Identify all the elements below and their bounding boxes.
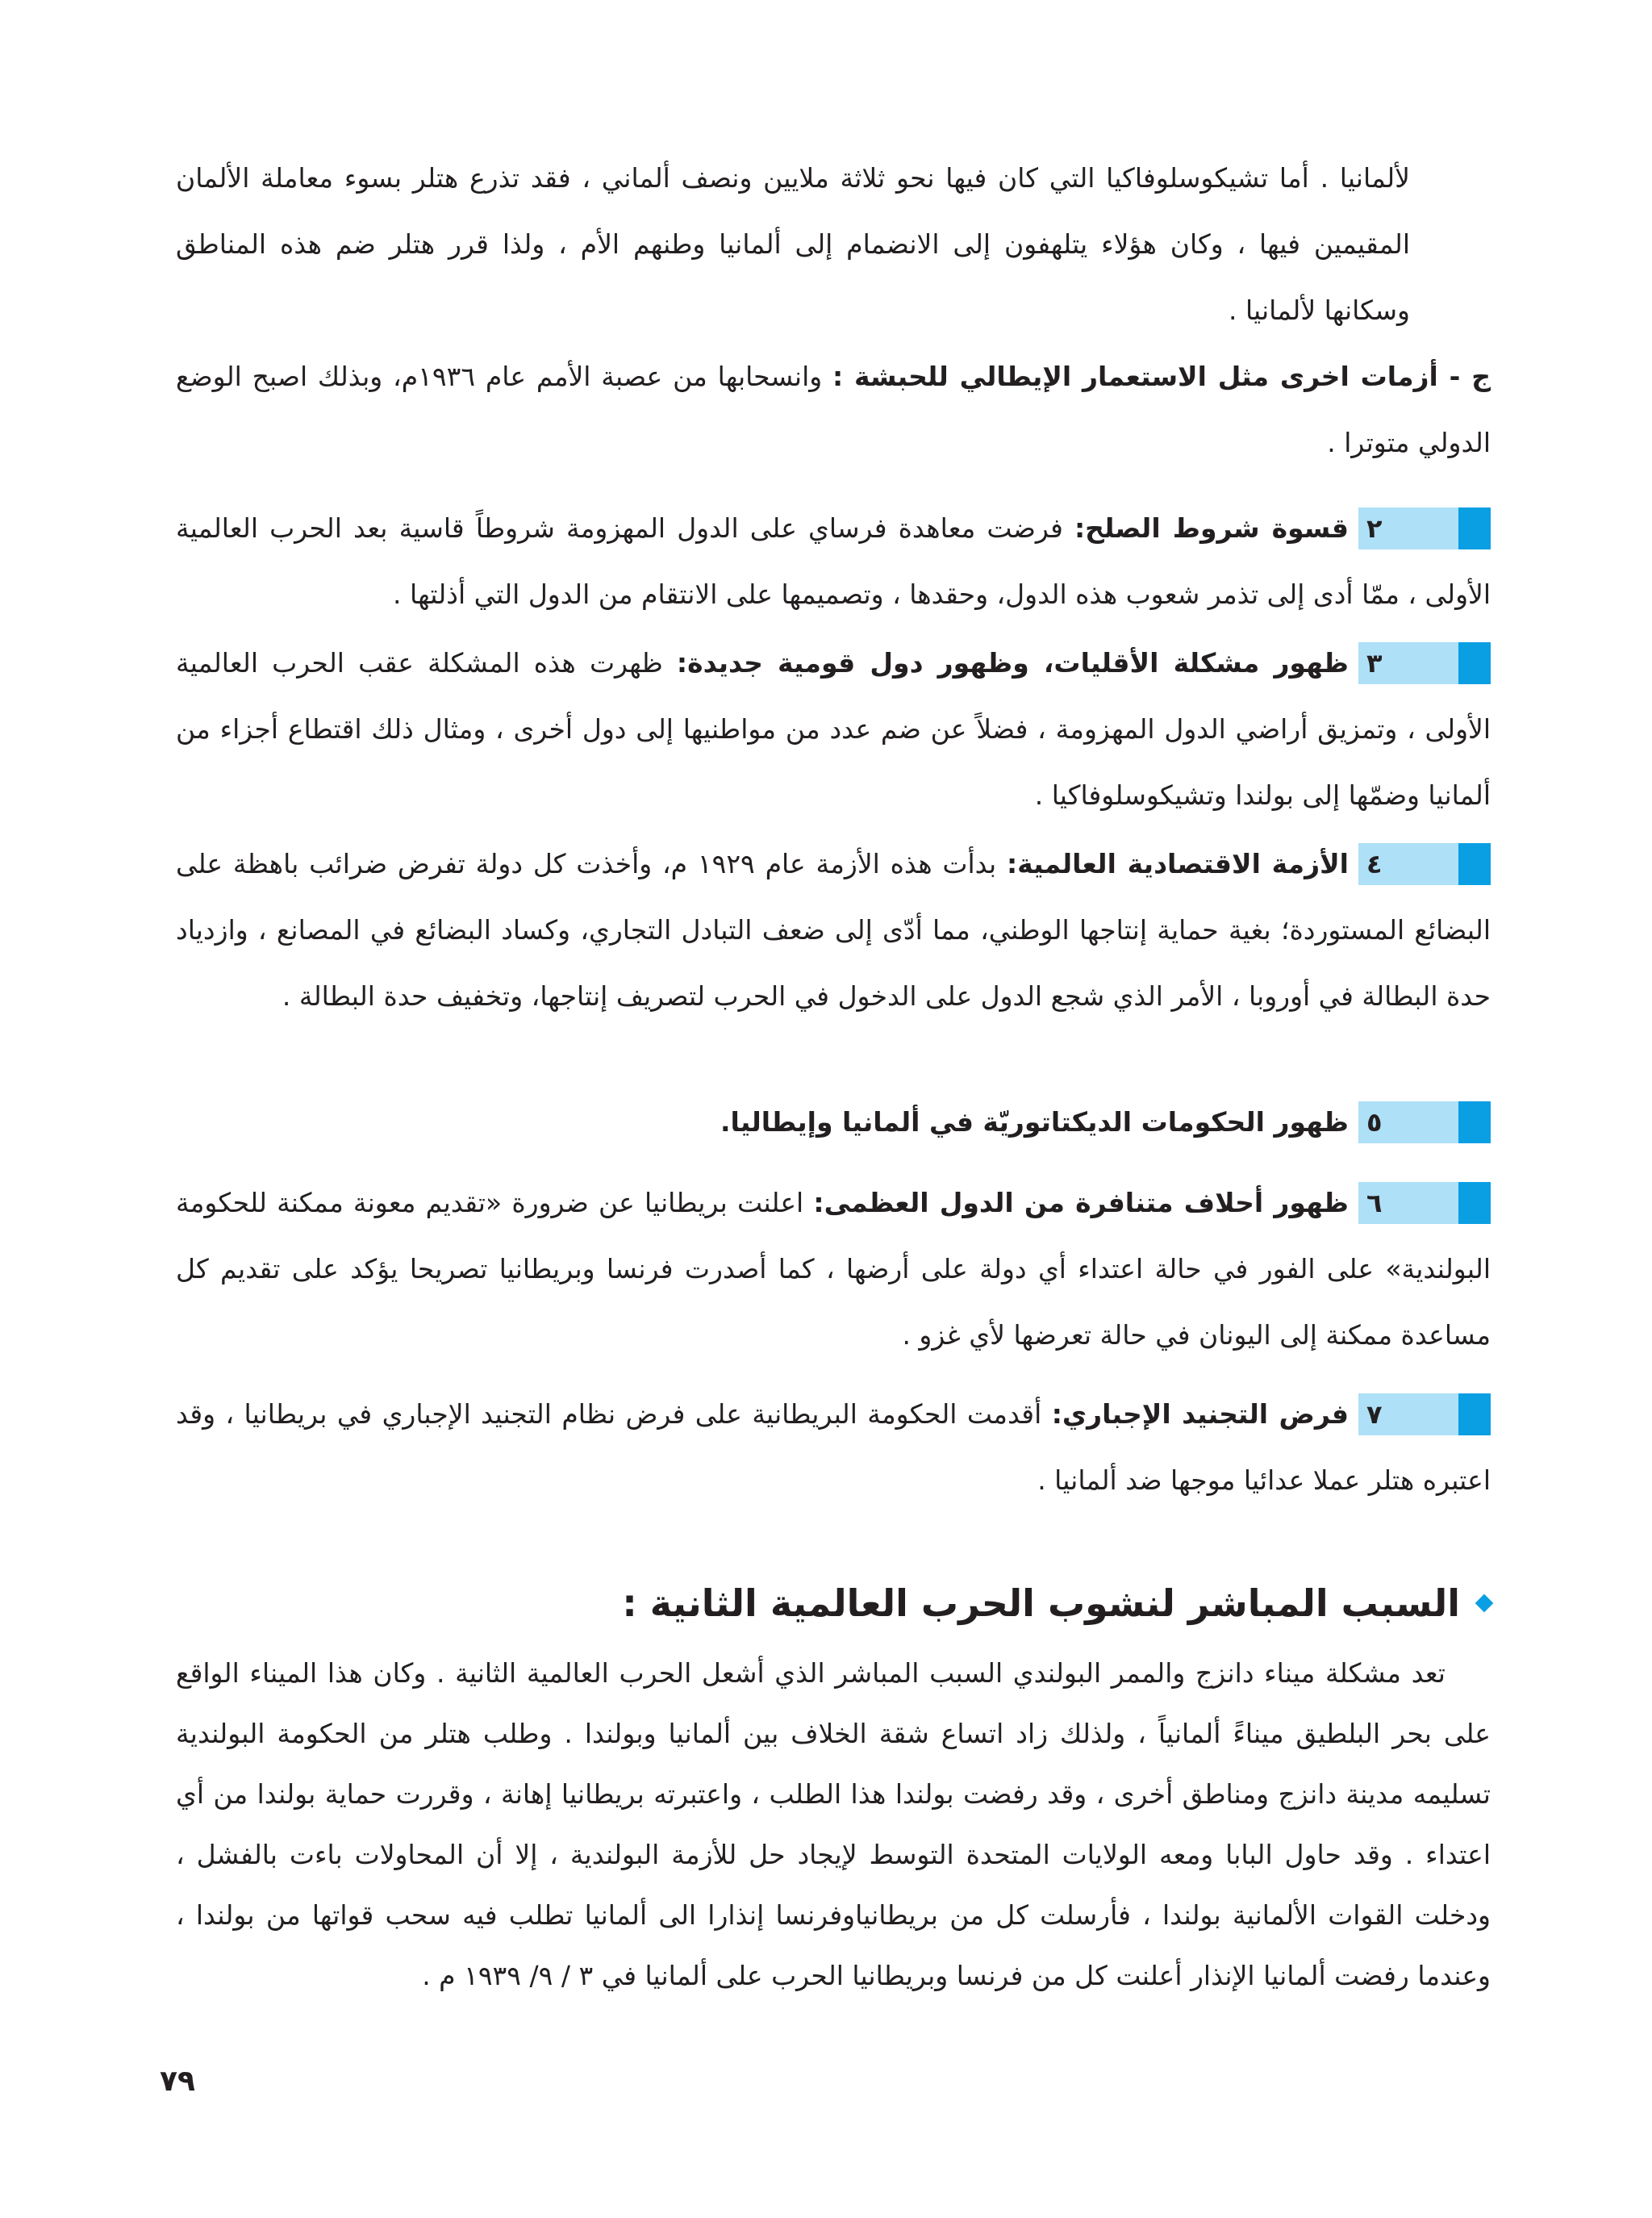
section-heading (622, 1575, 1491, 1631)
item-number: ٤ (1366, 849, 1383, 879)
item-text (176, 495, 1491, 628)
section-body (176, 1643, 1491, 2006)
item-text (176, 1170, 1491, 1368)
item-title: قسوة شروط الصلح: (1074, 512, 1349, 544)
intro-text: لألمانيا . أما تشيكوسلوفاكيا التي كان فيها نحو ثلاثة ملايين ونصف ألماني ، فقد تذرع هتلر بسوء معاملة الألمان المقيمين فيها ، وكان هؤلاء يتلهفون إلى الانضمام إلى ألمانيا وطنهم الأم ، ولذا قرر هتلر ضم هذه المناطق وسكانها لألمانيا . (176, 162, 1410, 326)
item-body: ظهرت هذه المشكلة عقب الحرب العالمية الأولى ، وتمزيق أراضي الدول المهزومة ، فضلاً عن ضم عدد من مواطنيها إلى دول أخرى ، ومثال ذلك اقتطاع أجزاء من ألمانيا وضمّها إلى بولندا وتشيكوسلوفاكيا . (176, 647, 1491, 811)
item-body: أقدمت الحكومة البريطانية على فرض نظام التجنيد الإجباري في بريطانيا ، وقد اعتبره هتلر عملا عدائيا موجها ضد ألمانيا . (176, 1398, 1491, 1496)
item-title: الأزمة الاقتصادية العالمية: (1006, 848, 1349, 879)
item-body: اعلنت بريطانيا عن ضرورة «تقديم معونة ممكنة للحكومة البولندية» على الفور في حالة اعتداء أي دولة على أرضها ، كما أصدرت فرنسا وبريطانيا تصريحا يؤكد على تقديم كل مساعدة ممكنة إلى اليونان في حالة تعرضها لأي غزو . (176, 1187, 1491, 1351)
item-text (176, 630, 1491, 829)
item-title: ظهور الحكومات الديكتاتوريّة في ألمانيا وإيطاليا. (720, 1106, 1349, 1138)
item-number: ٦ (1366, 1188, 1383, 1218)
item-number: ٧ (1366, 1399, 1383, 1430)
page-number: ٧٩ (160, 2065, 195, 2098)
paragraph-jeem (176, 344, 1491, 476)
intro-paragraph (176, 145, 1410, 344)
item-body: بدأت هذه الأزمة عام ١٩٢٩ م، وأخذت كل دولة تفرض ضرائب باهظة على البضائع المستوردة؛ بغية حماية إنتاجها الوطني، مما أدّى إلى ضعف التبادل التجاري، وكساد البضائع في المصانع ، وازدياد حدة البطالة في أوروبا ، الأمر الذي شجع الدول على الدخول في الحرب لتصريف إنتاجها، وتخفيف حدة البطالة . (176, 848, 1491, 1012)
item-number: ٢ (1366, 513, 1383, 544)
diamond-bullet-icon (1475, 1594, 1494, 1612)
item-title: فرض التجنيد الإجباري: (1051, 1398, 1349, 1430)
section-body-text: تعد مشكلة ميناء دانزج والممر البولندي السبب المباشر الذي أشعل الحرب العالمية الثانية . وكان هذا الميناء الواقع على بحر البلطيق ميناءً ألمانياً ، ولذلك زاد اتساع شقة الخلاف بين ألمانيا وبولندا . وطلب هتلر من الحكومة البولندية تسليمه مدينة دانزج ومناطق أخرى ، وقد رفضت بولندا هذا الطلب ، واعتبرته بريطانيا إهانة ، وقررت حماية بولندا من أي اعتداء . وقد حاول البابا ومعه الولايات المتحدة التوسط لإيجاد حل للأزمة البولندية ، إلا أن المحاولات باءت بالفشل ، ودخلت القوات الألمانية بولندا ، فأرسلت كل من بريطانياوفرنسا إنذارا الى ألمانيا تطلب فيه سحب قواتها من بولندا ، وعندما رفضت ألمانيا الإنذار أعلنت كل من فرنسا وبريطانيا الحرب على ألمانيا في ٣ / ٩/ ١٩٣٩ م . (176, 1657, 1491, 1991)
item-number: ٥ (1366, 1107, 1383, 1138)
item-text (176, 1089, 1491, 1155)
item-body: فرضت معاهدة فرساي على الدول المهزومة شروطاً قاسية بعد الحرب العالمية الأولى ، ممّا أدى إلى تذمر شعوب هذه الدول، وحقدها ، وتصميمها على الانتقام من الدول التي أذلتها . (176, 512, 1491, 610)
item-text (176, 1381, 1491, 1514)
item-title: ظهور أحلاف متنافرة من الدول العظمى: (813, 1187, 1349, 1218)
jeem-title: ج - أزمات اخرى مثل الاستعمار الإيطالي للحبشة : (832, 361, 1491, 392)
item-number: ٣ (1366, 648, 1383, 679)
item-title: ظهور مشكلة الأقليات، وظهور دول قومية جديدة: (676, 647, 1349, 679)
jeem-text: وانسحابها من عصبة الأمم عام ١٩٣٦م، وبذلك اصبح الوضع الدولي متوترا . (176, 361, 1491, 458)
section-heading-text: السبب المباشر لنشوب الحرب العالمية الثانية : (622, 1581, 1460, 1625)
item-text (176, 831, 1491, 1030)
